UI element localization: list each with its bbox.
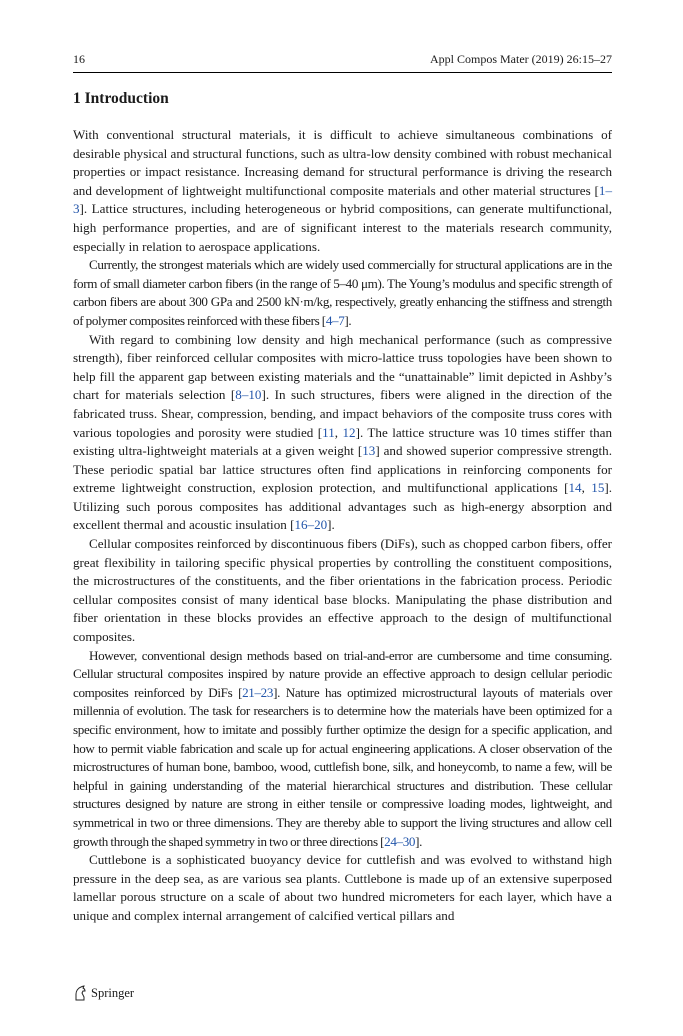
- paragraph: [73, 535, 612, 647]
- paragraph: [73, 256, 612, 330]
- paragraph-text: ] and showed superior compressive strength. These periodic spatial bar lattice structures often find applications in reinforcing components for extreme lightweight construction, explosion protection, and multifunctional applications [: [73, 443, 613, 496]
- paragraph-text: ]. Lattice structures, including heterogeneous or hybrid compositions, can generate multifunctional, high performance properties, and are of significant interest to the materials research community, especially in relation to aerospace applications.: [73, 201, 612, 254]
- paragraph-text: ,: [334, 424, 343, 440]
- springer-horse-icon: [73, 985, 87, 1001]
- publisher-name: Springer: [91, 985, 135, 1000]
- citation-link[interactable]: 4–7: [325, 312, 345, 328]
- paragraph-text: ].: [344, 312, 352, 328]
- running-header: [73, 52, 612, 73]
- page-footer: [73, 985, 134, 1001]
- citation-link[interactable]: 11: [322, 424, 335, 440]
- citation-link[interactable]: 14: [568, 480, 582, 496]
- paragraph: [73, 126, 612, 256]
- paragraph-text: ]. In such structures, fibers were aligned in the direction of the fabricated truss. Shear, compression, bending, and impact behaviors of the composite truss cores with various topologies and porosity were studied [: [73, 387, 612, 440]
- citation-link[interactable]: 16–20: [294, 517, 328, 533]
- paragraph-text: However, conventional design methods based on trial-and-error are cumbersome and time consuming. Cellular structural composites inspired by nature provide an effective approach to design cellular periodic composites reinforced by DiFs [: [73, 647, 612, 700]
- paragraph-text: ].: [415, 833, 423, 849]
- page-number: 16: [73, 52, 85, 66]
- paragraph-text: Cuttlebone is a sophisticated buoyancy device for cuttlefish and was evolved to withstand high pressure in the deep sea, as are various sea plants. Cuttlebone is made up of an extensive superposed lamellar porous structure on a scale of about two hundred micrometers for each layer, which have a unique and complex internal arrangement of calcified vertical pillars and: [73, 852, 612, 923]
- paragraph-text: ,: [581, 480, 592, 496]
- citation-link[interactable]: 24–30: [384, 833, 416, 849]
- paragraph: [73, 331, 612, 536]
- paragraph-text: ]. The lattice structure was 10 times stiffer than existing ultra-lightweight materials at a given weight [: [73, 424, 612, 459]
- citation-link[interactable]: 8–10: [235, 387, 262, 403]
- paragraph-text: ].: [327, 517, 335, 533]
- citation-link[interactable]: 1–3: [73, 182, 612, 217]
- journal-citation: Appl Compos Mater (2019) 26:15–27: [430, 52, 612, 66]
- paragraph: [73, 851, 612, 925]
- section-title: 1 Introduction: [73, 90, 169, 107]
- paragraph-text: Currently, the strongest materials which are widely used commercially for structural applications are in the form of small diameter carbon fibers (in the range of 5–40 μm). The Young’s modulus and specific strength of carbon fibers are about 300 GPa and 2500 kN·m/kg, respectively, greatly enhancing the stiffness and strength of polymer composites reinforced with these fibers [: [73, 257, 612, 328]
- paragraph-text: With regard to combining low density and high mechanical performance (such as compressive strength), fiber reinforced cellular composites with micro-lattice truss topologies have been shown to help fill the apparent gap between existing materials and the “unattainable” limit depicted in Ashby’s chart for materials selection [: [73, 331, 612, 403]
- paragraph-text: ]. Nature has optimized microstructural layouts of materials over millennia of evolution. The task for researchers is to determine how the materials have been optimized for a specific environment, how to imitate and possibly further optimize the design for a specific application, and how to permit viable fabrication and scale up for actual engineering applications. A closer observation of the microstructures of human bone, bamboo, wood, cuttlefish bone, silk, and honeycomb, to name a few, will be helpful in gaining understanding of the material hierarchical structures and distribution. These cellular structures designed by nature are strong in either tensile or compressive loading modes, lightweight, and symmetrical in two or three dimensions. They are thereby able to support the living structures and allow cell growth through the shaped symmetry in two or three directions [: [73, 684, 612, 849]
- citation-link[interactable]: 15: [591, 480, 605, 496]
- citation-link[interactable]: 12: [342, 424, 356, 440]
- body-text: [73, 126, 612, 926]
- paragraph-text: Cellular composites reinforced by discontinuous fibers (DiFs), such as chopped carbon fibers, offer great flexibility in tailoring specific physical properties by controlling the constituent compositions, the microstructures of the constituents, and the fiber orientations in the fabrication process. Periodic cellular composites consist of many identical base blocks. Manipulating the phase distribution and fiber orientation in these blocks provides an effective approach to the design of multifunctional composites.: [73, 536, 612, 645]
- paragraph: [73, 647, 612, 852]
- citation-link[interactable]: 21–23: [242, 684, 274, 700]
- citation-link[interactable]: 13: [362, 443, 376, 459]
- paragraph-text: ]. Utilizing such porous composites has additional advantages such as high-energy absorption and excellent thermal and acoustic insulation [: [73, 480, 612, 533]
- paragraph-text: With conventional structural materials, it is difficult to achieve simultaneous combinations of desirable physical and structural functions, such as ultra-low density combined with robust mechanical properties or impact resistance. Increasing demand for structural performance is driving the research and development of lightweight multifunctional composite materials and other material structures [: [73, 127, 612, 198]
